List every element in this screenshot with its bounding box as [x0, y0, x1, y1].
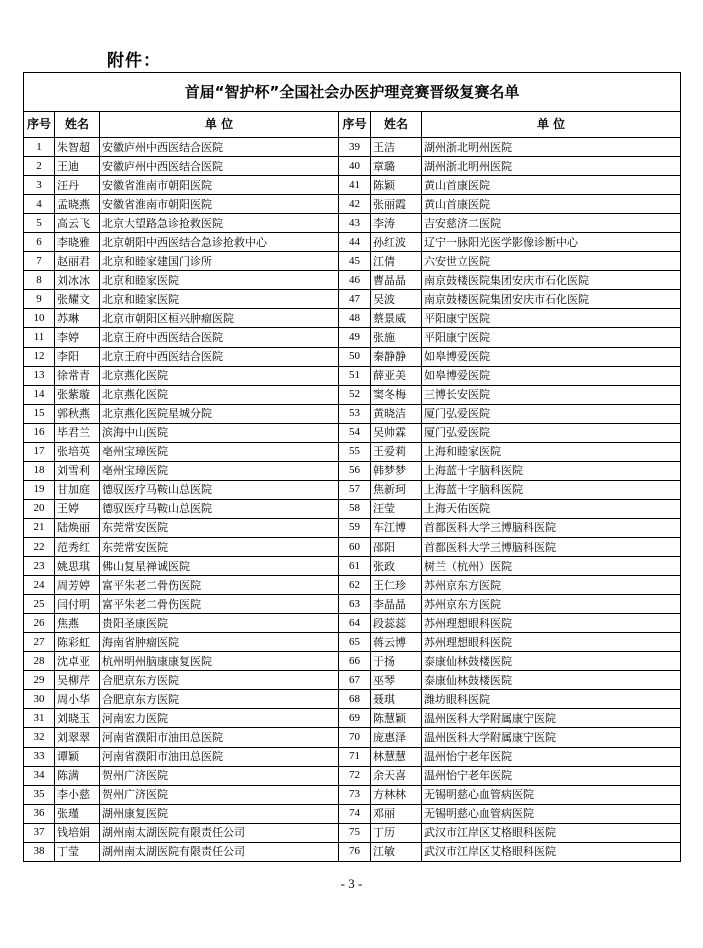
row-number-cell: 27 — [24, 633, 55, 652]
row-number-cell: 16 — [24, 423, 55, 442]
row-number-cell: 15 — [24, 404, 55, 423]
name-cell: 巫琴 — [371, 671, 422, 690]
unit-cell: 首都医科大学三博脑科医院 — [422, 537, 681, 556]
name-cell: 黄晓洁 — [371, 404, 422, 423]
name-cell: 姚思琪 — [55, 557, 100, 576]
row-number-cell: 58 — [339, 499, 371, 518]
table-row — [24, 347, 681, 366]
name-cell: 江倩 — [371, 252, 422, 271]
unit-cell: 泰康仙林鼓楼医院 — [422, 671, 681, 690]
row-number-cell: 70 — [339, 728, 371, 747]
table-row — [24, 709, 681, 728]
name-cell: 陈彩虹 — [55, 633, 100, 652]
row-number-cell: 4 — [24, 195, 55, 214]
name-cell: 窦冬梅 — [371, 385, 422, 404]
unit-cell: 北京朝阳中西医结合急诊抢救中心 — [100, 233, 339, 252]
row-number-cell: 26 — [24, 614, 55, 633]
row-number-cell: 59 — [339, 518, 371, 537]
unit-cell: 上海蓝十字脑科医院 — [422, 480, 681, 499]
table-row — [24, 671, 681, 690]
name-cell: 陈满 — [55, 766, 100, 785]
table-row — [24, 176, 681, 195]
unit-cell: 富平朱老二骨伤医院 — [100, 595, 339, 614]
row-number-cell: 25 — [24, 595, 55, 614]
name-cell: 林慧慧 — [371, 747, 422, 766]
unit-cell: 苏州京东方医院 — [422, 576, 681, 595]
row-number-cell: 55 — [339, 442, 371, 461]
unit-cell: 武汉市江岸区艾格眼科医院 — [422, 823, 681, 842]
row-number-cell: 64 — [339, 614, 371, 633]
name-cell: 赵丽君 — [55, 252, 100, 271]
unit-cell: 北京燕化医院 — [100, 366, 339, 385]
header-no-right: 序号 — [339, 112, 371, 138]
row-number-cell: 30 — [24, 690, 55, 709]
unit-cell: 安徽省淮南市朝阳医院 — [100, 195, 339, 214]
name-cell: 高云飞 — [55, 214, 100, 233]
row-number-cell: 46 — [339, 271, 371, 290]
unit-cell: 河南省濮阳市油田总医院 — [100, 747, 339, 766]
name-cell: 李阳 — [55, 347, 100, 366]
row-number-cell: 50 — [339, 347, 371, 366]
row-number-cell: 9 — [24, 290, 55, 309]
unit-cell: 海南省肿瘤医院 — [100, 633, 339, 652]
unit-cell: 北京市朝阳区桓兴肿瘤医院 — [100, 309, 339, 328]
name-cell: 车江博 — [371, 518, 422, 537]
row-number-cell: 44 — [339, 233, 371, 252]
header-name-right: 姓名 — [371, 112, 422, 138]
table-row — [24, 537, 681, 556]
row-number-cell: 24 — [24, 576, 55, 595]
row-number-cell: 45 — [339, 252, 371, 271]
name-cell: 李婷 — [55, 328, 100, 347]
table-row — [24, 804, 681, 823]
name-cell: 陈慧颖 — [371, 709, 422, 728]
name-cell: 吴波 — [371, 290, 422, 309]
table-row — [24, 290, 681, 309]
row-number-cell: 36 — [24, 804, 55, 823]
row-number-cell: 54 — [339, 423, 371, 442]
finalist-table — [23, 72, 681, 862]
unit-cell: 上海和睦家医院 — [422, 442, 681, 461]
unit-cell: 无锡明慈心血管病医院 — [422, 804, 681, 823]
unit-cell: 温州医科大学附属康宁医院 — [422, 709, 681, 728]
row-number-cell: 63 — [339, 595, 371, 614]
unit-cell: 北京燕化医院 — [100, 385, 339, 404]
header-unit-right: 单 位 — [422, 112, 681, 138]
name-cell: 李涛 — [371, 214, 422, 233]
name-cell: 毕君兰 — [55, 423, 100, 442]
unit-cell: 杭州明州脑康康复医院 — [100, 652, 339, 671]
name-cell: 韩梦梦 — [371, 461, 422, 480]
table-row — [24, 499, 681, 518]
unit-cell: 苏州京东方医院 — [422, 595, 681, 614]
name-cell: 徐常青 — [55, 366, 100, 385]
table-row — [24, 328, 681, 347]
unit-cell: 亳州宝璋医院 — [100, 442, 339, 461]
name-cell: 孙红波 — [371, 233, 422, 252]
table-row — [24, 785, 681, 804]
attachment-label: 附件： — [107, 51, 161, 71]
unit-cell: 河南省濮阳市油田总医院 — [100, 728, 339, 747]
table-row — [24, 385, 681, 404]
name-cell: 王爱莉 — [371, 442, 422, 461]
name-cell: 庞惠泽 — [371, 728, 422, 747]
row-number-cell: 72 — [339, 766, 371, 785]
row-number-cell: 40 — [339, 157, 371, 176]
unit-cell: 河南宏力医院 — [100, 709, 339, 728]
unit-cell: 上海天佑医院 — [422, 499, 681, 518]
unit-cell: 南京鼓楼医院集团安庆市石化医院 — [422, 290, 681, 309]
row-number-cell: 35 — [24, 785, 55, 804]
table-title: 首届“智护杯”全国社会办医护理竞赛晋级复赛名单 — [24, 73, 681, 112]
row-number-cell: 2 — [24, 157, 55, 176]
row-number-cell: 52 — [339, 385, 371, 404]
table-header-row — [24, 112, 681, 138]
table-row — [24, 423, 681, 442]
unit-cell: 南京鼓楼医院集团安庆市石化医院 — [422, 271, 681, 290]
unit-cell: 北京燕化医院星城分院 — [100, 404, 339, 423]
row-number-cell: 33 — [24, 747, 55, 766]
row-number-cell: 53 — [339, 404, 371, 423]
name-cell: 王洁 — [371, 138, 422, 157]
unit-cell: 东莞常安医院 — [100, 537, 339, 556]
table-row — [24, 195, 681, 214]
row-number-cell: 57 — [339, 480, 371, 499]
row-number-cell: 23 — [24, 557, 55, 576]
name-cell: 蔡景威 — [371, 309, 422, 328]
unit-cell: 北京大望路急诊抢救医院 — [100, 214, 339, 233]
name-cell: 段蕊蕊 — [371, 614, 422, 633]
name-cell: 丁历 — [371, 823, 422, 842]
table-row — [24, 157, 681, 176]
unit-cell: 湖州南太湖医院有限责任公司 — [100, 823, 339, 842]
name-cell: 汪丹 — [55, 176, 100, 195]
row-number-cell: 21 — [24, 518, 55, 537]
table-row — [24, 842, 681, 861]
row-number-cell: 65 — [339, 633, 371, 652]
name-cell: 王迪 — [55, 157, 100, 176]
name-cell: 王仁珍 — [371, 576, 422, 595]
row-number-cell: 5 — [24, 214, 55, 233]
table-row — [24, 233, 681, 252]
unit-cell: 黄山首康医院 — [422, 195, 681, 214]
table-row — [24, 614, 681, 633]
table-title-row — [24, 73, 681, 112]
row-number-cell: 39 — [339, 138, 371, 157]
table-row — [24, 518, 681, 537]
name-cell: 于扬 — [371, 652, 422, 671]
table-row — [24, 271, 681, 290]
row-number-cell: 76 — [339, 842, 371, 861]
table-row — [24, 214, 681, 233]
name-cell: 刘晓玉 — [55, 709, 100, 728]
unit-cell: 辽宁一脉阳光医学影像诊断中心 — [422, 233, 681, 252]
row-number-cell: 74 — [339, 804, 371, 823]
table-row — [24, 595, 681, 614]
row-number-cell: 13 — [24, 366, 55, 385]
unit-cell: 如皋博爱医院 — [422, 347, 681, 366]
unit-cell: 贺州广济医院 — [100, 785, 339, 804]
unit-cell: 六安世立医院 — [422, 252, 681, 271]
unit-cell: 湖州浙北明州医院 — [422, 157, 681, 176]
row-number-cell: 14 — [24, 385, 55, 404]
table-row — [24, 823, 681, 842]
header-unit-left: 单 位 — [100, 112, 339, 138]
name-cell: 谭颖 — [55, 747, 100, 766]
name-cell: 江敏 — [371, 842, 422, 861]
row-number-cell: 48 — [339, 309, 371, 328]
name-cell: 郭秋燕 — [55, 404, 100, 423]
table-row — [24, 309, 681, 328]
unit-cell: 黄山首康医院 — [422, 176, 681, 195]
unit-cell: 苏州理想眼科医院 — [422, 633, 681, 652]
row-number-cell: 32 — [24, 728, 55, 747]
row-number-cell: 61 — [339, 557, 371, 576]
name-cell: 余天喜 — [371, 766, 422, 785]
name-cell: 李晶晶 — [371, 595, 422, 614]
unit-cell: 吉安慈济二医院 — [422, 214, 681, 233]
row-number-cell: 73 — [339, 785, 371, 804]
unit-cell: 北京王府中西医结合医院 — [100, 328, 339, 347]
row-number-cell: 34 — [24, 766, 55, 785]
row-number-cell: 28 — [24, 652, 55, 671]
row-number-cell: 11 — [24, 328, 55, 347]
name-cell: 曹晶晶 — [371, 271, 422, 290]
name-cell: 焦燕 — [55, 614, 100, 633]
unit-cell: 如皋博爱医院 — [422, 366, 681, 385]
name-cell: 闫付明 — [55, 595, 100, 614]
row-number-cell: 7 — [24, 252, 55, 271]
unit-cell: 北京和睦家医院 — [100, 271, 339, 290]
unit-cell: 温州怡宁老年医院 — [422, 747, 681, 766]
name-cell: 钱培娟 — [55, 823, 100, 842]
name-cell: 方林林 — [371, 785, 422, 804]
unit-cell: 苏州理想眼科医院 — [422, 614, 681, 633]
unit-cell: 贺州广济医院 — [100, 766, 339, 785]
row-number-cell: 60 — [339, 537, 371, 556]
row-number-cell: 47 — [339, 290, 371, 309]
unit-cell: 湖州南太湖医院有限责任公司 — [100, 842, 339, 861]
table-row — [24, 480, 681, 499]
row-number-cell: 67 — [339, 671, 371, 690]
unit-cell: 德驭医疗马鞍山总医院 — [100, 499, 339, 518]
unit-cell: 合肥京东方医院 — [100, 690, 339, 709]
name-cell: 秦静静 — [371, 347, 422, 366]
name-cell: 张紫璇 — [55, 385, 100, 404]
name-cell: 刘冰冰 — [55, 271, 100, 290]
row-number-cell: 51 — [339, 366, 371, 385]
unit-cell: 温州怡宁老年医院 — [422, 766, 681, 785]
table-row — [24, 557, 681, 576]
row-number-cell: 42 — [339, 195, 371, 214]
unit-cell: 泰康仙林鼓楼医院 — [422, 652, 681, 671]
unit-cell: 三博长安医院 — [422, 385, 681, 404]
unit-cell: 无锡明慈心血管病医院 — [422, 785, 681, 804]
name-cell: 张政 — [371, 557, 422, 576]
unit-cell: 贵阳圣康医院 — [100, 614, 339, 633]
unit-cell: 北京和睦家建国门诊所 — [100, 252, 339, 271]
name-cell: 李小慈 — [55, 785, 100, 804]
row-number-cell: 71 — [339, 747, 371, 766]
table-row — [24, 576, 681, 595]
name-cell: 孟晓燕 — [55, 195, 100, 214]
table-row — [24, 747, 681, 766]
name-cell: 甘加庭 — [55, 480, 100, 499]
name-cell: 邵阳 — [371, 537, 422, 556]
unit-cell: 温州医科大学附属康宁医院 — [422, 728, 681, 747]
unit-cell: 武汉市江岸区艾格眼科医院 — [422, 842, 681, 861]
table-row — [24, 461, 681, 480]
unit-cell: 安徽庐州中西医结合医院 — [100, 157, 339, 176]
name-cell: 苏琳 — [55, 309, 100, 328]
row-number-cell: 75 — [339, 823, 371, 842]
name-cell: 刘雪利 — [55, 461, 100, 480]
table-row — [24, 633, 681, 652]
name-cell: 薛亚美 — [371, 366, 422, 385]
name-cell: 朱智超 — [55, 138, 100, 157]
unit-cell: 北京和睦家医院 — [100, 290, 339, 309]
unit-cell: 东莞常安医院 — [100, 518, 339, 537]
row-number-cell: 62 — [339, 576, 371, 595]
name-cell: 周芳婷 — [55, 576, 100, 595]
name-cell: 王婷 — [55, 499, 100, 518]
name-cell: 邓丽 — [371, 804, 422, 823]
row-number-cell: 68 — [339, 690, 371, 709]
row-number-cell: 8 — [24, 271, 55, 290]
row-number-cell: 20 — [24, 499, 55, 518]
table-row — [24, 728, 681, 747]
name-cell: 章璐 — [371, 157, 422, 176]
name-cell: 张耀文 — [55, 290, 100, 309]
row-number-cell: 49 — [339, 328, 371, 347]
table-row — [24, 652, 681, 671]
name-cell: 李晓雅 — [55, 233, 100, 252]
name-cell: 刘翠翠 — [55, 728, 100, 747]
unit-cell: 滨海中山医院 — [100, 423, 339, 442]
name-cell: 吴柳芹 — [55, 671, 100, 690]
table-row — [24, 690, 681, 709]
unit-cell: 首都医科大学三博脑科医院 — [422, 518, 681, 537]
name-cell: 张瑾 — [55, 804, 100, 823]
row-number-cell: 56 — [339, 461, 371, 480]
row-number-cell: 43 — [339, 214, 371, 233]
name-cell: 丁莹 — [55, 842, 100, 861]
unit-cell: 湖州浙北明州医院 — [422, 138, 681, 157]
row-number-cell: 12 — [24, 347, 55, 366]
unit-cell: 北京王府中西医结合医院 — [100, 347, 339, 366]
unit-cell: 安徽省淮南市朝阳医院 — [100, 176, 339, 195]
unit-cell: 厦门弘爱医院 — [422, 404, 681, 423]
row-number-cell: 6 — [24, 233, 55, 252]
row-number-cell: 69 — [339, 709, 371, 728]
name-cell: 汪莹 — [371, 499, 422, 518]
unit-cell: 佛山复星禅诚医院 — [100, 557, 339, 576]
row-number-cell: 3 — [24, 176, 55, 195]
row-number-cell: 18 — [24, 461, 55, 480]
name-cell: 陆焕丽 — [55, 518, 100, 537]
name-cell: 蒋云博 — [371, 633, 422, 652]
unit-cell: 富平朱老二骨伤医院 — [100, 576, 339, 595]
table-row — [24, 252, 681, 271]
unit-cell: 平阳康宁医院 — [422, 328, 681, 347]
unit-cell: 德驭医疗马鞍山总医院 — [100, 480, 339, 499]
table-row — [24, 366, 681, 385]
page-number: - 3 - — [340, 876, 363, 891]
name-cell: 张施 — [371, 328, 422, 347]
row-number-cell: 19 — [24, 480, 55, 499]
name-cell: 范秀红 — [55, 537, 100, 556]
row-number-cell: 41 — [339, 176, 371, 195]
unit-cell: 平阳康宁医院 — [422, 309, 681, 328]
table-row — [24, 442, 681, 461]
unit-cell: 上海蓝十字脑科医院 — [422, 461, 681, 480]
name-cell: 周小华 — [55, 690, 100, 709]
row-number-cell: 17 — [24, 442, 55, 461]
unit-cell: 潍坊眼科医院 — [422, 690, 681, 709]
name-cell: 焦新珂 — [371, 480, 422, 499]
name-cell: 张培英 — [55, 442, 100, 461]
name-cell: 张丽霞 — [371, 195, 422, 214]
table-row — [24, 404, 681, 423]
row-number-cell: 31 — [24, 709, 55, 728]
row-number-cell: 10 — [24, 309, 55, 328]
unit-cell: 合肥京东方医院 — [100, 671, 339, 690]
name-cell: 聂琪 — [371, 690, 422, 709]
unit-cell: 厦门弘爱医院 — [422, 423, 681, 442]
table-row — [24, 766, 681, 785]
name-cell: 吴帅霖 — [371, 423, 422, 442]
table-body — [24, 138, 681, 862]
name-cell: 陈颖 — [371, 176, 422, 195]
unit-cell: 树兰（杭州）医院 — [422, 557, 681, 576]
unit-cell: 亳州宝璋医院 — [100, 461, 339, 480]
row-number-cell: 66 — [339, 652, 371, 671]
row-number-cell: 38 — [24, 842, 55, 861]
row-number-cell: 37 — [24, 823, 55, 842]
name-cell: 沈卓亚 — [55, 652, 100, 671]
header-name-left: 姓名 — [55, 112, 100, 138]
table-row — [24, 138, 681, 157]
unit-cell: 湖州康复医院 — [100, 804, 339, 823]
header-no-left: 序号 — [24, 112, 55, 138]
row-number-cell: 1 — [24, 138, 55, 157]
row-number-cell: 22 — [24, 537, 55, 556]
row-number-cell: 29 — [24, 671, 55, 690]
unit-cell: 安徽庐州中西医结合医院 — [100, 138, 339, 157]
